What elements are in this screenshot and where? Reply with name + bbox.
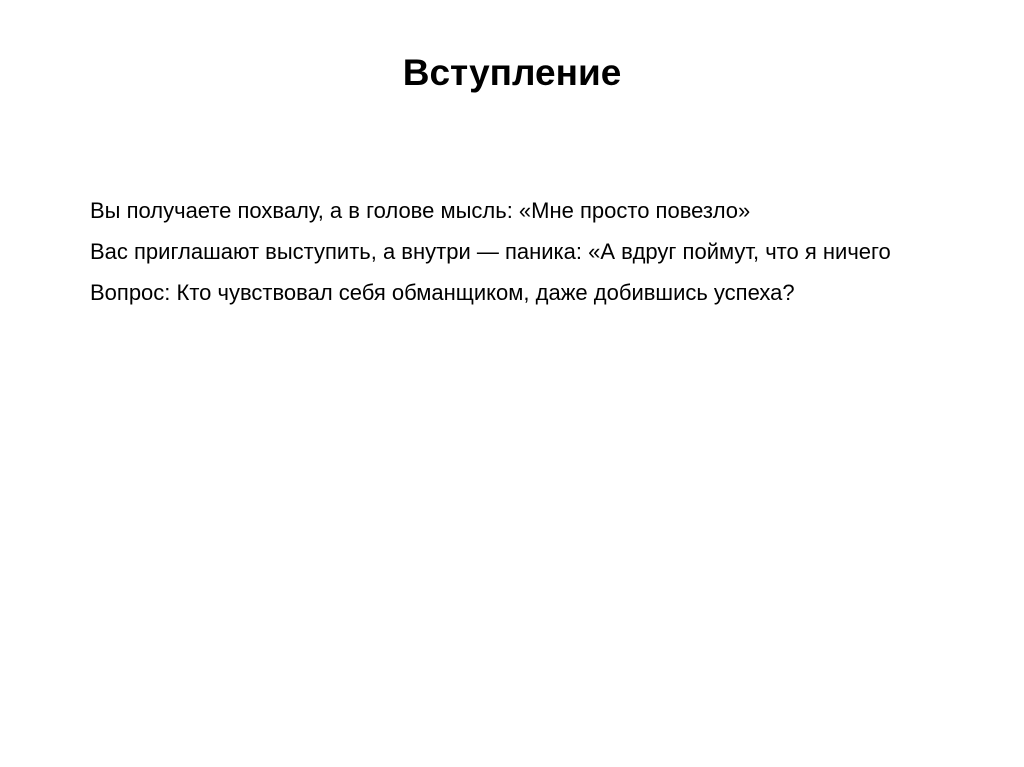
body-line-praise: Вы получаете похвалу, а в голове мысль: «Мне просто повезло»	[90, 198, 751, 223]
slide-title: Вступление	[402, 52, 622, 93]
slide-body	[90, 196, 1024, 319]
body-line-question: Вопрос: Кто чувствовал себя обманщиком, даже добившись успеха?	[90, 280, 795, 305]
body-line-panic: Вас приглашают выступить, а внутри — паника: «А вдруг поймут, что я ничего	[90, 239, 891, 264]
